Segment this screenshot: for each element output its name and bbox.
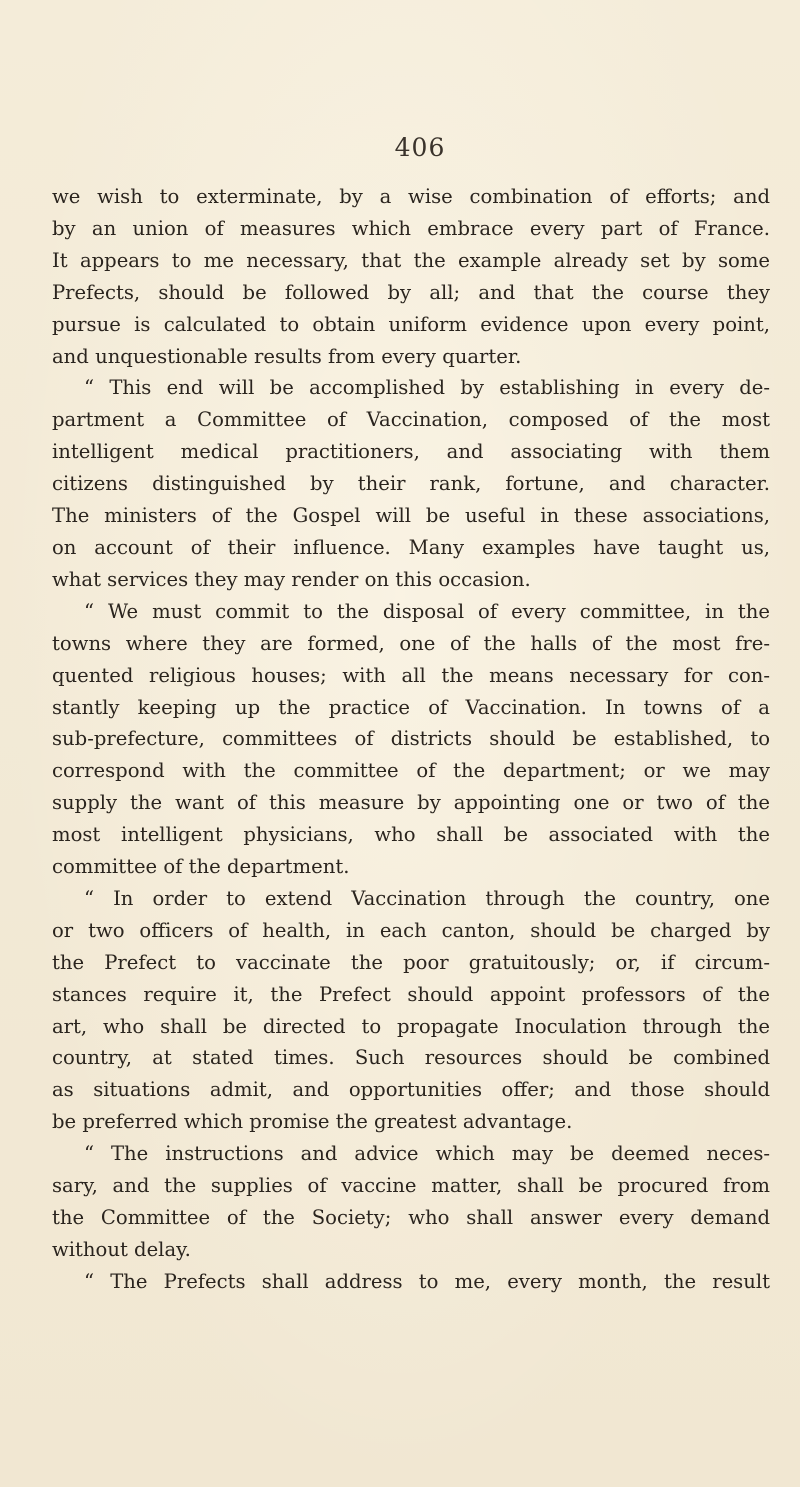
page-number: 406: [394, 133, 446, 162]
text-line: stances require it, the Prefect should appoint professors of the: [52, 982, 770, 1006]
text-line: It appears to me necessary, that the example already set by some: [52, 248, 770, 272]
text-line: or two officers of health, in each canton, should be charged by: [52, 918, 770, 942]
text-line: citizens distinguished by their rank, fortune, and character.: [52, 472, 770, 496]
text-line: quented religious houses; with all the means necessary for con-: [52, 663, 770, 687]
text-line: country, at stated times. Such resources should be combined: [52, 1046, 770, 1070]
text-line: be preferred which promise the greatest advantage.: [52, 1110, 573, 1134]
text-line: “ In order to extend Vaccination through the country, one: [84, 886, 770, 910]
text-line: “ The instructions and advice which may be deemed neces-: [84, 1142, 770, 1166]
text-line: committee of the department.: [52, 855, 350, 879]
text-line: without delay.: [52, 1237, 191, 1261]
text-line: the Prefect to vaccinate the poor gratuitously; or, if circum-: [52, 950, 770, 974]
text-line: we wish to exterminate, by a wise combination of efforts; and: [52, 185, 770, 208]
text-line: towns where they are formed, one of the halls of the most fre-: [52, 631, 770, 655]
text-line: “ We must commit to the disposal of every committee, in the: [84, 599, 770, 623]
text-line: intelligent medical practitioners, and associating with them: [52, 440, 770, 464]
text-line: “ The Prefects shall address to me, every month, the result: [84, 1269, 770, 1293]
text-line: partment a Committee of Vaccination, composed of the most: [52, 408, 770, 432]
text-line: sary, and the supplies of vaccine matter, shall be procured from: [52, 1174, 770, 1198]
text-line: correspond with the committee of the department; or we may: [52, 759, 770, 783]
text-line: sub-prefecture, committees of districts should be established, to: [52, 727, 770, 751]
text-line: on account of their influence. Many examples have taught us,: [52, 535, 770, 559]
text-line: Prefects, should be followed by all; and that the course they: [52, 280, 770, 304]
text-line: stantly keeping up the practice of Vaccination. In towns of a: [52, 695, 770, 719]
text-line: The ministers of the Gospel will be useful in these associations,: [52, 504, 770, 528]
text-line: supply the want of this measure by appointing one or two of the: [52, 791, 770, 815]
text-line: “ This end will be accomplished by establishing in every de-: [84, 376, 770, 400]
text-line: pursue is calculated to obtain uniform evidence upon every point,: [52, 312, 770, 336]
text-line: by an union of measures which embrace every part of France.: [52, 216, 770, 240]
body-text: [52, 181, 770, 1298]
text-line: art, who shall be directed to propagate Inoculation through the: [52, 1014, 770, 1038]
text-line: as situations admit, and opportunities offer; and those should: [52, 1078, 770, 1102]
text-line: and unquestionable results from every quarter.: [52, 344, 522, 368]
text-line: what services they may render on this occasion.: [52, 567, 531, 591]
text-line: most intelligent physicians, who shall be associated with the: [52, 823, 770, 847]
text-line: the Committee of the Society; who shall answer every demand: [52, 1206, 770, 1229]
